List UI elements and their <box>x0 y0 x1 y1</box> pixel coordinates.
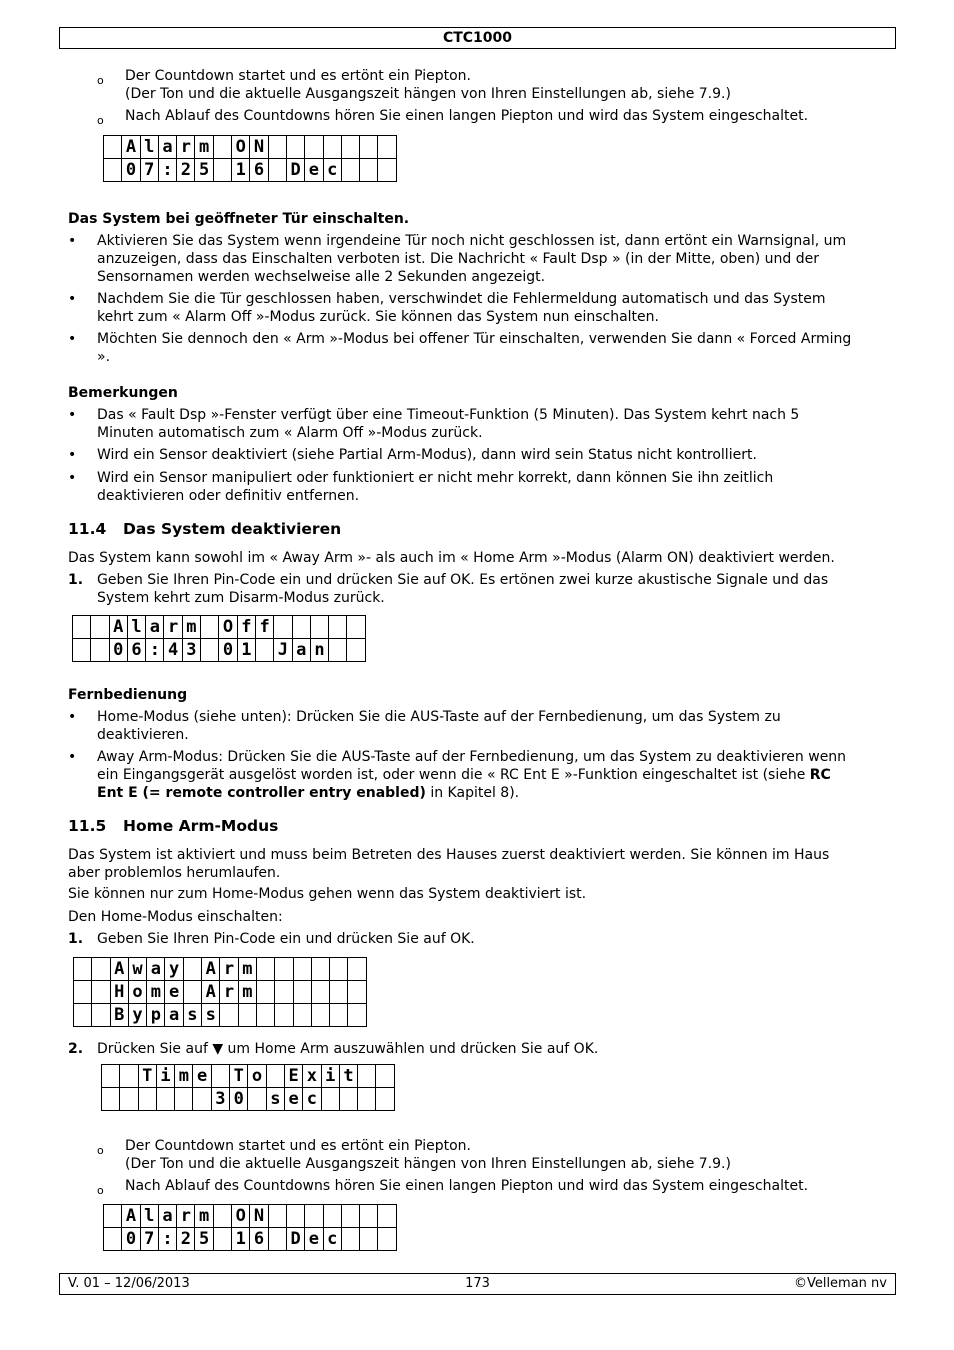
remote-text-2c-bold: Ent E (= remote controller entry enabled) <box>97 785 426 801</box>
section-11-4-heading <box>68 521 341 539</box>
lcd-display-arm-menu <box>73 957 367 1027</box>
door-text-1b: anzuzeigen, dass das Einschalten verboten ist. Die Nachricht « Fault Dsp » (in der Mitte, oben) und der <box>97 251 820 267</box>
bullet: • <box>68 233 77 249</box>
s115-para1: Das System ist aktiviert und muss beim Betreten des Hauses zuerst deaktiviert werden. Sie können im Haus <box>68 847 830 863</box>
s115-step2: Drücken Sie auf ▼ um Home Arm auszuwählen und drücken Sie auf OK. <box>97 1041 599 1057</box>
remote-text-2c-plain: in Kapitel 8). <box>425 785 520 801</box>
remark-1: Das « Fault Dsp »-Fenster verfügt über eine Timeout-Funktion (5 Minuten). Das System kehrt nach 5 <box>97 407 800 423</box>
remote-text-1b: deaktivieren. <box>97 727 189 743</box>
bullet: • <box>68 749 77 765</box>
door-text-1: Aktivieren Sie das System wenn irgendeine Tür noch nicht geschlossen ist, dann ertönt ein Warnsignal, um <box>97 233 847 249</box>
door-text-3b: ». <box>97 349 111 365</box>
footer-page-number: 173 <box>465 1276 490 1291</box>
door-text-3: Möchten Sie dennoch den « Arm »-Modus bei offener Tür einschalten, verwenden Sie dann « Forced Arming <box>97 331 852 347</box>
bullet: • <box>68 447 77 463</box>
lcd-row: A l a r m O f f <box>73 616 366 639</box>
s115-para3: Den Home-Modus einschalten: <box>68 909 283 925</box>
lcd-display-time-to-exit <box>101 1064 395 1111</box>
page-header <box>59 27 896 49</box>
door-text-2b: kehrt zum « Alarm Off »-Modus zurück. Sie können das System nun einschalten. <box>97 309 659 325</box>
footer-copyright: ©Velleman nv <box>793 1276 887 1291</box>
remote-text-2b-bold: RC <box>809 767 831 783</box>
s115-para1b: aber problemlos herumlaufen. <box>68 865 281 881</box>
door-text-2: Nachdem Sie die Tür geschlossen haben, verschwindet die Fehlermeldung automatisch und das System <box>97 291 826 307</box>
bullet: • <box>68 470 77 486</box>
s115-para2: Sie können nur zum Home-Modus gehen wenn das System deaktiviert ist. <box>68 886 587 902</box>
section-number: 11.5 <box>68 817 107 835</box>
lcd-row: A l a r m O N <box>104 136 397 159</box>
remote-heading: Fernbedienung <box>68 687 188 703</box>
remote-text-2: Away Arm-Modus: Drücken Sie die AUS-Taste auf der Fernbedienung, um das System zu deaktivieren wenn <box>97 749 847 765</box>
lcd-row: 0 6 : 4 3 0 1 J a n <box>73 639 366 662</box>
lcd-row: B y p a s s <box>74 1004 367 1027</box>
sub-bullet: o <box>97 1144 104 1157</box>
remark-2: Wird ein Sensor deaktiviert (siehe Partial Arm-Modus), dann wird sein Status nicht kontrolliert. <box>97 447 757 463</box>
countdown-end-text: Nach Ablauf des Countdowns hören Sie einen langen Piepton und wird das System eingeschaltet. <box>125 108 809 124</box>
lcd-display-alarm-on <box>103 135 397 182</box>
bullet: • <box>68 709 77 725</box>
remote-text-2b <box>97 767 831 785</box>
lcd-display-alarm-on-2 <box>103 1204 397 1251</box>
countdown-note: (Der Ton und die aktuelle Ausgangszeit hängen von Ihren Einstellungen ab, siehe 7.9.) <box>125 86 731 102</box>
countdown-text: Der Countdown startet und es ertönt ein Piepton. <box>125 68 471 84</box>
s115-step1: Geben Sie Ihren Pin-Code ein und drücken Sie auf OK. <box>97 931 475 947</box>
bullet: • <box>68 407 77 423</box>
lcd-row: T i m e T o E x i t <box>102 1065 395 1088</box>
door-text-1c: Sensornamen werden wechselweise alle 2 Sekunden angezeigt. <box>97 269 546 285</box>
s114-intro: Das System kann sowohl im « Away Arm »- als auch im « Home Arm »-Modus (Alarm ON) deaktiviert werden. <box>68 550 835 566</box>
lcd-row: 0 7 : 2 5 1 6 D e c <box>104 159 397 182</box>
lcd-row: A w a y A r m <box>74 958 367 981</box>
lcd-row: 0 7 : 2 5 1 6 D e c <box>104 1228 397 1251</box>
countdown-note: (Der Ton und die aktuelle Ausgangszeit hängen von Ihren Einstellungen ab, siehe 7.9.) <box>125 1156 731 1172</box>
document-title: CTC1000 <box>442 30 513 46</box>
section-title: Home Arm-Modus <box>123 817 279 835</box>
remark-3b: deaktivieren oder definitiv entfernen. <box>97 488 360 504</box>
sub-bullet: o <box>97 114 104 127</box>
page-footer <box>59 1273 896 1295</box>
step-number: 1. <box>68 931 84 947</box>
step-number: 2. <box>68 1041 84 1057</box>
footer-version: V. 01 – 12/06/2013 <box>68 1276 190 1291</box>
remote-text-2c <box>97 785 519 803</box>
s114-step1: Geben Sie Ihren Pin-Code ein und drücken Sie auf OK. Es ertönen zwei kurze akustische Signale und das <box>97 572 829 588</box>
remote-text-1: Home-Modus (siehe unten): Drücken Sie die AUS-Taste auf der Fernbedienung, um das System zu <box>97 709 781 725</box>
countdown-text: Der Countdown startet und es ertönt ein Piepton. <box>125 1138 471 1154</box>
bullet: • <box>68 291 77 307</box>
remark-3: Wird ein Sensor manipuliert oder funktioniert er nicht mehr korrekt, dann können Sie ihn zeitlich <box>97 470 774 486</box>
bullet: • <box>68 331 77 347</box>
lcd-display-alarm-off <box>72 615 366 662</box>
lcd-row: A l a r m O N <box>104 1205 397 1228</box>
sub-bullet: o <box>97 74 104 87</box>
countdown-end-text: Nach Ablauf des Countdowns hören Sie einen langen Piepton und wird das System eingeschaltet. <box>125 1178 809 1194</box>
remark-1b: Minuten automatisch zum « Alarm Off »-Modus zurück. <box>97 425 483 441</box>
sub-bullet: o <box>97 1184 104 1197</box>
section-title: Das System deaktivieren <box>123 520 342 538</box>
remarks-heading: Bemerkungen <box>68 385 178 401</box>
lcd-row: 3 0 s e c <box>102 1088 395 1111</box>
door-heading: Das System bei geöffneter Tür einschalten. <box>68 211 410 227</box>
remote-text-2b-plain: ein Eingangsgerät ausgelöst worden ist, oder wenn die « RC Ent E »-Funktion eingeschaltet ist (siehe <box>97 767 810 783</box>
step-number: 1. <box>68 572 84 588</box>
s114-step1b: System kehrt zum Disarm-Modus zurück. <box>97 590 385 606</box>
lcd-row: H o m e A r m <box>74 981 367 1004</box>
section-11-5-heading <box>68 818 278 836</box>
section-number: 11.4 <box>68 520 107 538</box>
